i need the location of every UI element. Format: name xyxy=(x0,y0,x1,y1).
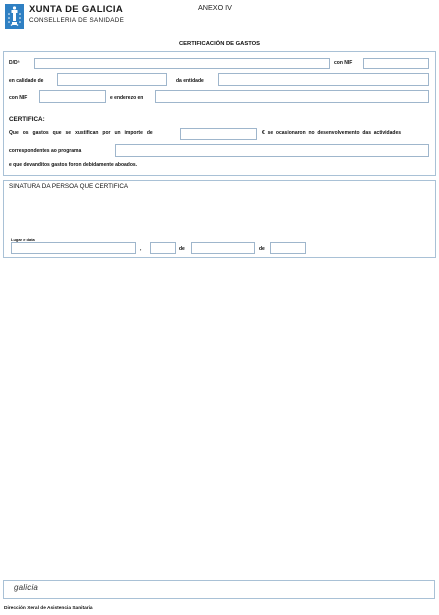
certifica-line1-right: € se ocasionaron no desenvolvemento das actividades xyxy=(262,130,402,136)
annex-label: ANEXO IV xyxy=(198,3,232,12)
galicia-brand-logo: galicia xyxy=(14,583,39,592)
importe-field[interactable] xyxy=(180,128,257,140)
nif2-label: con NIF xyxy=(9,95,28,101)
day-field[interactable] xyxy=(150,242,176,254)
calidade-field[interactable] xyxy=(57,73,167,86)
certifica-line1-left: Que os gastos que se xustifican por un importe de xyxy=(9,130,153,136)
entidade-label: da entidade xyxy=(176,78,204,84)
form-panel xyxy=(3,51,436,176)
nif2-field[interactable] xyxy=(39,90,106,103)
dona-label: D/Dª xyxy=(9,60,20,66)
calidade-label: en calidade de xyxy=(9,78,44,84)
galicia-coat-of-arms-icon xyxy=(5,4,24,29)
directorate-name: Dirección Xeral de Asistencia Sanitaria xyxy=(4,606,93,611)
entidade-field[interactable] xyxy=(218,73,429,86)
enderezo-field[interactable] xyxy=(155,90,429,103)
de2-label: de xyxy=(259,246,265,252)
de1-label: de xyxy=(179,246,185,252)
name-field[interactable] xyxy=(34,58,330,69)
form-title: CERTIFICACIÓN DE GASTOS xyxy=(178,41,261,47)
comma-separator: , xyxy=(140,246,142,252)
place-date-label: Lugar e data xyxy=(11,237,35,242)
footer-box xyxy=(3,580,435,599)
nif-label: con NIF xyxy=(334,60,353,66)
certifica-line3: e que devanditos gastos foron debidamente aboados. xyxy=(9,162,138,168)
programa-field[interactable] xyxy=(115,144,429,157)
enderezo-label: e enderezo en xyxy=(110,95,144,101)
certifica-heading: CERTIFICA: xyxy=(9,116,45,123)
signature-heading: SINATURA DA PERSOA QUE CERTIFICA xyxy=(9,183,129,190)
nif-field[interactable] xyxy=(363,58,429,69)
place-field[interactable] xyxy=(11,242,136,254)
certifica-line2: correspondentes ao programa xyxy=(9,148,82,154)
org-name: XUNTA DE GALICIA xyxy=(29,4,123,15)
department-name: CONSELLERIA DE SANIDADE xyxy=(29,17,125,24)
month-field[interactable] xyxy=(191,242,255,254)
year-field[interactable] xyxy=(270,242,306,254)
